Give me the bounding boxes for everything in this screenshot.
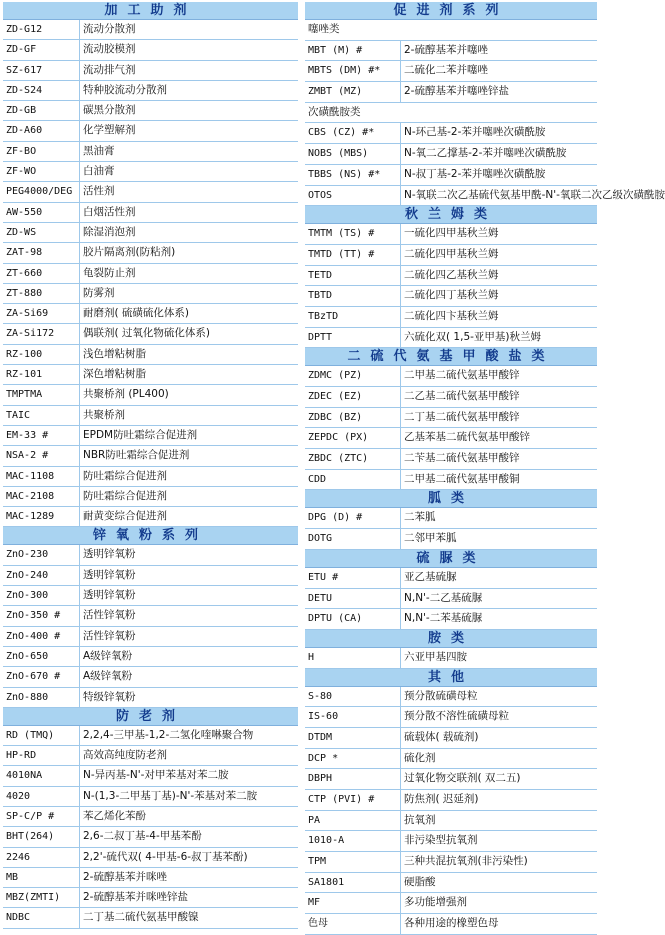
section-header: 防老剂 bbox=[3, 708, 298, 726]
table-row bbox=[305, 41, 597, 62]
product-name: 防雾剂 bbox=[83, 286, 115, 299]
product-code: ZD-WS bbox=[3, 223, 80, 242]
product-name: N,N'-二乙基硫脲 bbox=[404, 591, 483, 604]
table-row bbox=[3, 647, 298, 667]
table-row bbox=[305, 790, 597, 811]
table-row bbox=[305, 387, 597, 408]
product-name: 活性锌氧粉 bbox=[83, 629, 136, 642]
product-code: ZD-S24 bbox=[3, 81, 80, 100]
table-row bbox=[3, 182, 298, 202]
table-row bbox=[3, 606, 298, 626]
table-row bbox=[3, 807, 298, 827]
product-name: 耐磨剂( 硫磺硫化体系) bbox=[83, 307, 190, 320]
product-name: 流动排气剂 bbox=[83, 63, 136, 76]
section-header: 二硫代氨基甲酸盐类 bbox=[305, 348, 597, 366]
product-code: TAIC bbox=[3, 406, 80, 425]
product-name: A级锌氧粉 bbox=[83, 649, 133, 662]
table-row bbox=[3, 467, 298, 487]
section-header: 锌氧粉系列 bbox=[3, 527, 298, 545]
product-name: 苯乙烯化苯酚 bbox=[83, 809, 146, 822]
product-name: 黑油膏 bbox=[83, 144, 115, 157]
product-code: SA1801 bbox=[305, 873, 401, 893]
section-header: 其他 bbox=[305, 669, 597, 687]
product-code: 色母 bbox=[305, 914, 401, 934]
product-code: DBPH bbox=[305, 769, 401, 789]
product-name: 预分散不溶性硫磺母粒 bbox=[404, 710, 509, 723]
product-name: EPDM防吐霜综合促进剂 bbox=[83, 428, 198, 441]
product-name: N-(1,3-二甲基丁基)-N'-苯基对苯二胺 bbox=[83, 789, 258, 802]
table-row bbox=[305, 245, 597, 266]
table-row bbox=[305, 61, 597, 82]
product-code: 2246 bbox=[3, 848, 80, 867]
product-code: S-80 bbox=[305, 687, 401, 707]
table-row bbox=[305, 508, 597, 529]
product-code: PEG4000/DEG bbox=[3, 182, 80, 201]
product-name: 龟裂防止剂 bbox=[83, 266, 136, 279]
table-row bbox=[3, 40, 298, 60]
product-code: ZnO-400 # bbox=[3, 627, 80, 646]
table-row bbox=[305, 648, 597, 669]
table-row bbox=[305, 82, 597, 103]
product-code: TMTD (TT) # bbox=[305, 245, 401, 265]
table-row bbox=[305, 470, 597, 491]
table-row bbox=[3, 766, 298, 786]
product-name: 2-硫醇基苯并咪唑 bbox=[83, 870, 167, 883]
product-code: 4010NA bbox=[3, 766, 80, 785]
table-row bbox=[3, 908, 298, 928]
product-code: MBZ(ZMTI) bbox=[3, 888, 80, 907]
table-row bbox=[3, 121, 298, 141]
product-name: 过氧化物交联剂( 双二五) bbox=[404, 772, 521, 785]
product-code: DETU bbox=[305, 589, 401, 609]
product-code: ZnO-350 # bbox=[3, 606, 80, 625]
table-row bbox=[305, 609, 597, 630]
left-column bbox=[3, 2, 298, 929]
subcategory-label: 次磺酰胺类 bbox=[308, 105, 361, 118]
section-header: 秋兰姆类 bbox=[305, 206, 597, 224]
table-row bbox=[305, 852, 597, 873]
table-row bbox=[305, 144, 597, 165]
product-code: TBBS (NS) #* bbox=[305, 165, 401, 185]
table-row bbox=[3, 726, 298, 746]
table-row bbox=[305, 687, 597, 708]
product-name: 六硫化双( 1,5-亚甲基)秋兰姆 bbox=[404, 330, 542, 343]
table-row bbox=[305, 286, 597, 307]
product-code: ZBDC (ZTC) bbox=[305, 449, 401, 469]
product-name: 除湿消泡剂 bbox=[83, 225, 136, 238]
product-code: ZnO-650 bbox=[3, 647, 80, 666]
product-name: 白烟活性剂 bbox=[83, 205, 136, 218]
product-code: ZD-A60 bbox=[3, 121, 80, 140]
table-row bbox=[3, 888, 298, 908]
product-code: ZDMC (PZ) bbox=[305, 366, 401, 386]
product-name: 浅色增粘树脂 bbox=[83, 347, 146, 360]
product-code: TETD bbox=[305, 266, 401, 286]
table-row bbox=[305, 123, 597, 144]
product-code: ZT-880 bbox=[3, 284, 80, 303]
product-name: 三种共混抗氧剂(非污染性) bbox=[404, 855, 528, 868]
table-row bbox=[305, 728, 597, 749]
table-row bbox=[305, 328, 597, 349]
product-name: N-氧联二次乙基硫代氨基甲酰-N'-氧联二次乙级次磺酰胺 bbox=[404, 188, 665, 201]
product-code: IS-60 bbox=[305, 707, 401, 727]
product-name: 特级锌氧粉 bbox=[83, 690, 136, 703]
product-code: MB bbox=[3, 868, 80, 887]
product-name: 2,6-二叔丁基-4-甲基苯酚 bbox=[83, 830, 202, 843]
table-row bbox=[305, 529, 597, 550]
product-name: 二硫化四乙基秋兰姆 bbox=[404, 268, 499, 281]
product-code: ZDBC (BZ) bbox=[305, 408, 401, 428]
table-row bbox=[3, 162, 298, 182]
product-name: 活性锌氧粉 bbox=[83, 609, 136, 622]
table-row bbox=[3, 688, 298, 708]
product-name: 透明锌氧粉 bbox=[83, 548, 136, 561]
table-row bbox=[3, 243, 298, 263]
table-row bbox=[3, 264, 298, 284]
product-code: ZnO-880 bbox=[3, 688, 80, 707]
product-code: DPTT bbox=[305, 328, 401, 348]
table-row bbox=[3, 284, 298, 304]
product-code: DPG (D) # bbox=[305, 508, 401, 528]
table-row bbox=[305, 589, 597, 610]
product-name: 透明锌氧粉 bbox=[83, 568, 136, 581]
product-code: ZA-Si69 bbox=[3, 304, 80, 323]
table-row bbox=[305, 707, 597, 728]
table-row bbox=[3, 426, 298, 446]
table-row bbox=[3, 61, 298, 81]
table-row bbox=[3, 81, 298, 101]
product-name: 二硫化四甲基秋兰姆 bbox=[404, 247, 499, 260]
subcategory-label: 噻唑类 bbox=[308, 23, 340, 35]
product-name: N-叔丁基-2-苯并噻唑次磺酰胺 bbox=[404, 167, 546, 180]
table-row bbox=[3, 848, 298, 868]
product-code: PA bbox=[305, 811, 401, 831]
product-name: 胶片隔离剂(防粘剂) bbox=[83, 246, 176, 259]
product-code: CBS (CZ) #* bbox=[305, 123, 401, 143]
product-name: 特种胶流动分散剂 bbox=[83, 83, 167, 96]
product-name: 预分散硫磺母粒 bbox=[404, 689, 478, 702]
section-header: 胍类 bbox=[305, 490, 597, 508]
table-row bbox=[305, 20, 597, 41]
product-name: 防吐霜综合促进剂 bbox=[83, 469, 167, 482]
product-name: 六亚甲基四胺 bbox=[404, 650, 467, 663]
product-code: ZAT-98 bbox=[3, 243, 80, 262]
product-name: 耐黄变综合促进剂 bbox=[83, 510, 167, 523]
product-name: N-氧二乙撑基-2-苯并噻唑次磺酰胺 bbox=[404, 147, 567, 160]
product-name: 共聚桥剂 (PL400) bbox=[83, 388, 169, 401]
product-name: 防焦剂( 迟延剂) bbox=[404, 793, 479, 805]
product-code: TBTD bbox=[305, 286, 401, 306]
table-row bbox=[3, 627, 298, 647]
product-name: 硫载体( 载硫剂) bbox=[404, 730, 479, 743]
table-row bbox=[305, 914, 597, 935]
product-name: 硫化剂 bbox=[404, 751, 436, 764]
product-name: 2,2'-硫代双( 4-甲基-6-叔丁基苯酚) bbox=[83, 850, 248, 863]
product-name: 白油膏 bbox=[83, 165, 115, 178]
product-name: 化学塑解剂 bbox=[83, 124, 136, 137]
product-code: CDD bbox=[305, 470, 401, 490]
product-code: NOBS (MBS) bbox=[305, 144, 401, 164]
product-name: N,N'-二苯基硫脲 bbox=[404, 612, 483, 625]
product-code: TPM bbox=[305, 852, 401, 872]
table-row bbox=[3, 203, 298, 223]
table-row bbox=[305, 749, 597, 770]
product-code: HP-RD bbox=[3, 746, 80, 765]
product-name: 二甲基二硫代氨基甲酸铜 bbox=[404, 472, 520, 485]
product-name: 二丁基二硫代氨基甲酸锌 bbox=[404, 410, 520, 423]
table-row bbox=[305, 224, 597, 245]
product-name: 偶联剂( 过氧化物硫化体系) bbox=[83, 327, 211, 340]
table-row bbox=[3, 223, 298, 243]
product-name: 二丁基二硫代氨基甲酸镍 bbox=[83, 911, 199, 924]
product-code: ZnO-670 # bbox=[3, 667, 80, 686]
table-row bbox=[3, 566, 298, 586]
table-row bbox=[3, 20, 298, 40]
product-name: 二硫化二苯并噻唑 bbox=[404, 64, 488, 77]
product-code: RD (TMQ) bbox=[3, 726, 80, 745]
product-code: ZMBT (MZ) bbox=[305, 82, 401, 102]
product-code: ZnO-240 bbox=[3, 566, 80, 585]
product-name: 二苯胍 bbox=[404, 511, 436, 524]
product-name: NBR防吐霜综合促进剂 bbox=[83, 449, 190, 462]
product-code: ZnO-230 bbox=[3, 545, 80, 564]
table-row bbox=[3, 365, 298, 385]
product-code: MBTS (DM) #* bbox=[305, 61, 401, 81]
product-name: N-环己基-2-苯并噻唑次磺酰胺 bbox=[404, 126, 546, 139]
table-row bbox=[3, 746, 298, 766]
table-row bbox=[305, 307, 597, 328]
product-name: 碳黑分散剂 bbox=[83, 104, 136, 117]
product-code: ZDEC (EZ) bbox=[305, 387, 401, 407]
table-row bbox=[305, 408, 597, 429]
product-name: 2,2,4-三甲基-1,2-二氢化喹啉聚合物 bbox=[83, 728, 254, 741]
product-name: 一硫化四甲基秋兰姆 bbox=[404, 227, 499, 240]
product-code: MBT (M) # bbox=[305, 41, 401, 61]
product-name: 二甲基二硫代氨基甲酸锌 bbox=[404, 369, 520, 382]
table-row bbox=[3, 827, 298, 847]
section-header: 加工助剂 bbox=[3, 2, 298, 20]
product-name: 二邻甲苯胍 bbox=[404, 532, 457, 545]
product-name: 多功能增强剂 bbox=[404, 896, 467, 909]
product-code: SZ-617 bbox=[3, 61, 80, 80]
product-name: 活性剂 bbox=[83, 185, 115, 198]
product-name: N-异丙基-N'-对甲苯基对苯二胺 bbox=[83, 769, 229, 782]
product-name: A级锌氧粉 bbox=[83, 670, 133, 683]
product-name: 高效高纯度防老剂 bbox=[83, 749, 167, 762]
product-name: 共聚桥剂 bbox=[83, 408, 125, 421]
product-code: ZD-GB bbox=[3, 101, 80, 120]
product-code: NSA-2 # bbox=[3, 446, 80, 465]
section-header: 硫脲类 bbox=[305, 550, 597, 568]
product-name: 2-硫醇基苯并咪唑锌盐 bbox=[83, 891, 188, 904]
product-code: DOTG bbox=[305, 529, 401, 549]
table-row bbox=[3, 446, 298, 466]
product-code: ZF-BO bbox=[3, 142, 80, 161]
table-row bbox=[305, 831, 597, 852]
product-code: MF bbox=[305, 893, 401, 913]
product-code: ZEPDC (PX) bbox=[305, 428, 401, 448]
right-column bbox=[305, 2, 665, 935]
table-row bbox=[3, 345, 298, 365]
table-row bbox=[3, 586, 298, 606]
table-row bbox=[305, 769, 597, 790]
product-code: TMPTMA bbox=[3, 385, 80, 404]
table-row bbox=[3, 304, 298, 324]
product-code: ZD-G12 bbox=[3, 20, 80, 39]
table-row bbox=[305, 893, 597, 914]
product-code: RZ-100 bbox=[3, 345, 80, 364]
table-row bbox=[3, 507, 298, 527]
product-code: ZD-GF bbox=[3, 40, 80, 59]
table-row bbox=[305, 428, 597, 449]
product-code: H bbox=[305, 648, 401, 668]
product-code: RZ-101 bbox=[3, 365, 80, 384]
table-row bbox=[3, 787, 298, 807]
table-row bbox=[3, 868, 298, 888]
product-code: NDBC bbox=[3, 908, 80, 927]
product-name: 二硫化四丁基秋兰姆 bbox=[404, 289, 499, 302]
product-code: ZF-WO bbox=[3, 162, 80, 181]
table-row bbox=[3, 545, 298, 565]
product-code: OTOS bbox=[305, 186, 401, 206]
product-code: CTP (PVI) # bbox=[305, 790, 401, 810]
product-name: 各种用途的橡塑色母 bbox=[404, 917, 499, 930]
product-name: 二苄基二硫代氨基甲酸锌 bbox=[404, 452, 520, 465]
product-code: 1010-A bbox=[305, 831, 401, 851]
table-row bbox=[3, 142, 298, 162]
table-row bbox=[305, 873, 597, 894]
product-code: DPTU (CA) bbox=[305, 609, 401, 629]
product-name: 乙基苯基二硫代氨基甲酸锌 bbox=[404, 431, 530, 444]
product-name: 流动胶模剂 bbox=[83, 43, 136, 56]
product-code: ZnO-300 bbox=[3, 586, 80, 605]
product-code: MAC-1289 bbox=[3, 507, 80, 526]
product-code: TMTM (TS) # bbox=[305, 224, 401, 244]
product-name: 2-硫醇基苯并噻唑锌盐 bbox=[404, 85, 509, 98]
table-row bbox=[305, 266, 597, 287]
table-row bbox=[305, 103, 597, 124]
product-code: DTDM bbox=[305, 728, 401, 748]
product-name: 二硫化四卞基秋兰姆 bbox=[404, 309, 499, 322]
section-header: 胺类 bbox=[305, 630, 597, 648]
product-code: ZT-660 bbox=[3, 264, 80, 283]
product-name: 防吐霜综合促进剂 bbox=[83, 489, 167, 502]
product-code: MAC-1108 bbox=[3, 467, 80, 486]
product-name: 二乙基二硫代氨基甲酸锌 bbox=[404, 390, 520, 402]
table-row bbox=[3, 324, 298, 344]
product-code: SP-C/P # bbox=[3, 807, 80, 826]
product-name: 2-硫醇基苯并噻唑 bbox=[404, 43, 488, 56]
table-row bbox=[305, 165, 597, 186]
product-code: DCP * bbox=[305, 749, 401, 769]
table-row bbox=[3, 487, 298, 507]
product-name: 亚乙基硫脲 bbox=[404, 570, 457, 583]
table-row bbox=[305, 811, 597, 832]
table-row bbox=[3, 101, 298, 121]
product-code: EM-33 # bbox=[3, 426, 80, 445]
table-row bbox=[3, 385, 298, 405]
product-code: ETU # bbox=[305, 568, 401, 588]
product-name: 非污染型抗氧剂 bbox=[404, 834, 478, 847]
product-name: 硬脂酸 bbox=[404, 875, 436, 888]
product-name: 流动分散剂 bbox=[83, 23, 136, 35]
product-code: TBzTD bbox=[305, 307, 401, 327]
product-code: AW-550 bbox=[3, 203, 80, 222]
product-name: 深色增粘树脂 bbox=[83, 368, 146, 381]
table-row bbox=[3, 406, 298, 426]
product-name: 抗氧剂 bbox=[404, 813, 436, 826]
table-row bbox=[3, 667, 298, 687]
table-row bbox=[305, 568, 597, 589]
table-row bbox=[305, 186, 665, 207]
table-row bbox=[305, 366, 597, 387]
product-code: 4020 bbox=[3, 787, 80, 806]
product-code: MAC-2108 bbox=[3, 487, 80, 506]
product-code: BHT(264) bbox=[3, 827, 80, 846]
product-name: 透明锌氧粉 bbox=[83, 589, 136, 602]
section-header: 促进剂系列 bbox=[305, 2, 597, 20]
product-code: ZA-Si172 bbox=[3, 324, 80, 343]
table-row bbox=[305, 449, 597, 470]
